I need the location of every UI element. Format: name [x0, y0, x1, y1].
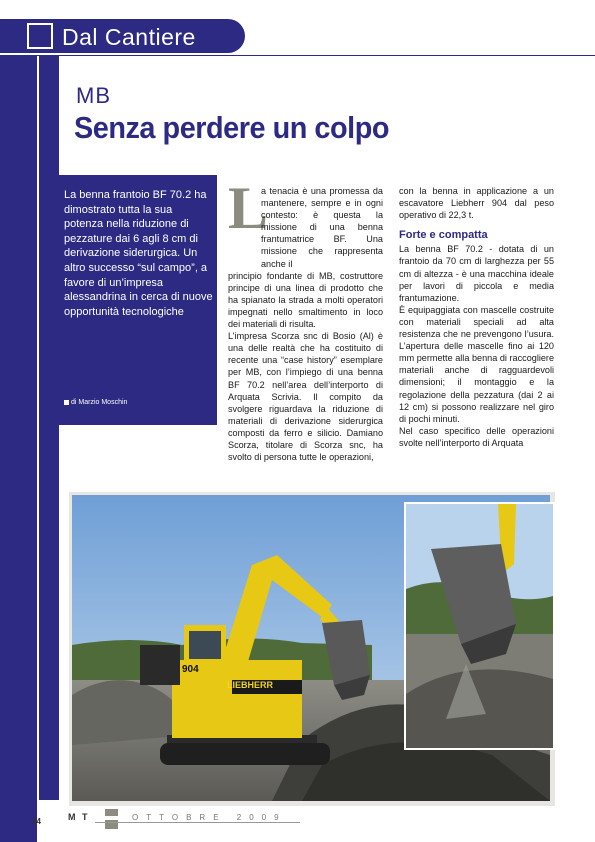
paragraph: con la benna in applicazione a un escavatore Liebherr 904 dal peso operativo di 22,3 t. [399, 186, 554, 221]
footer-rule [95, 822, 300, 823]
magazine-name: M T [68, 812, 90, 822]
lead-paragraph: a tenacia è una promessa da mantenere, sempre e in ogni contesto: è questa la missione di una benna frantumatrice BF. Una missione che rappresenta anche il [261, 186, 383, 269]
subheading: Forte e compatta [399, 229, 488, 242]
paragraph: È equipaggiata con mascelle costruite con materiali speciali ad alta resistenza che ne prevengono l’usura. L’apertura delle mascelle fino ai 120 mm permette alla benna di raccogliere materiali anche di ragguardevoli dimensioni; il montaggio e la regolazione della pezzatura (dai 2 ai 12 cm) si possono realizzare nel giro di pochi minuti. [399, 304, 554, 424]
left-vertical-line [37, 56, 39, 842]
article-kicker: MB [76, 83, 111, 108]
paragraph: principio fondante di MB, costruttore principe di una linea di prodotto che ha spianato la strada a molti operatori impegnati nello smaltimento in loco dei materiali di risulta. [228, 270, 383, 330]
issue-date: OTTOBRE 2009 [132, 813, 287, 822]
footer-block-icon [105, 809, 118, 829]
page-number: 24 [32, 817, 41, 826]
paragraph: Nel caso specifico delle operazioni svolte nell’interporto di Arquata [399, 425, 554, 448]
section-title: Dal Cantiere [62, 24, 196, 50]
machine-plate-text: 904 [182, 664, 199, 675]
byline-text: di Marzio Moschin [71, 399, 128, 406]
article-column-1 [228, 175, 383, 463]
left-color-column [0, 56, 59, 800]
paragraph: La benna BF 70.2 - dotata di un frantoio da 70 cm di larghezza per 55 cm di altezza - è una macchina ideale per lavori di piccola e media frantumazione. [399, 244, 554, 303]
machine-brand-text: LIEBHERR [227, 680, 274, 690]
article-headline: Senza perdere un colpo [74, 110, 389, 145]
drop-cap: L [228, 175, 269, 241]
header-rule [0, 55, 595, 56]
crusher-closeup-photo [404, 502, 555, 750]
byline-bullet-icon [64, 400, 69, 405]
paragraph: L’impresa Scorza snc di Bosio (Al) è una delle realtà che ha costituito di recente una “case history” esemplare per MB, con l’impiego di una benna BF 70.2 nell’area dell’interporto di Arquata Scrivia. Il compito da svolgere riguardava la riduzione di materiali di derivazione siderurgica composti da ferro e silicio. Damiano Scorza, titolare di Scorza snc, ha svolto di persona tutte le operazioni, [228, 331, 383, 463]
article-column-2 [399, 185, 554, 449]
section-marker-square [27, 23, 53, 49]
intro-text: La benna frantoio BF 70.2 ha dimostrato tutta la sua potenza nella riduzione di pezzature dai 6 agli 8 cm di derivazione siderurgica. Un altro successo “sul campo”, a favore di un’impresa alessandrina in cerca di nuove opportunità tecnologiche [64, 189, 213, 318]
byline [64, 399, 127, 406]
